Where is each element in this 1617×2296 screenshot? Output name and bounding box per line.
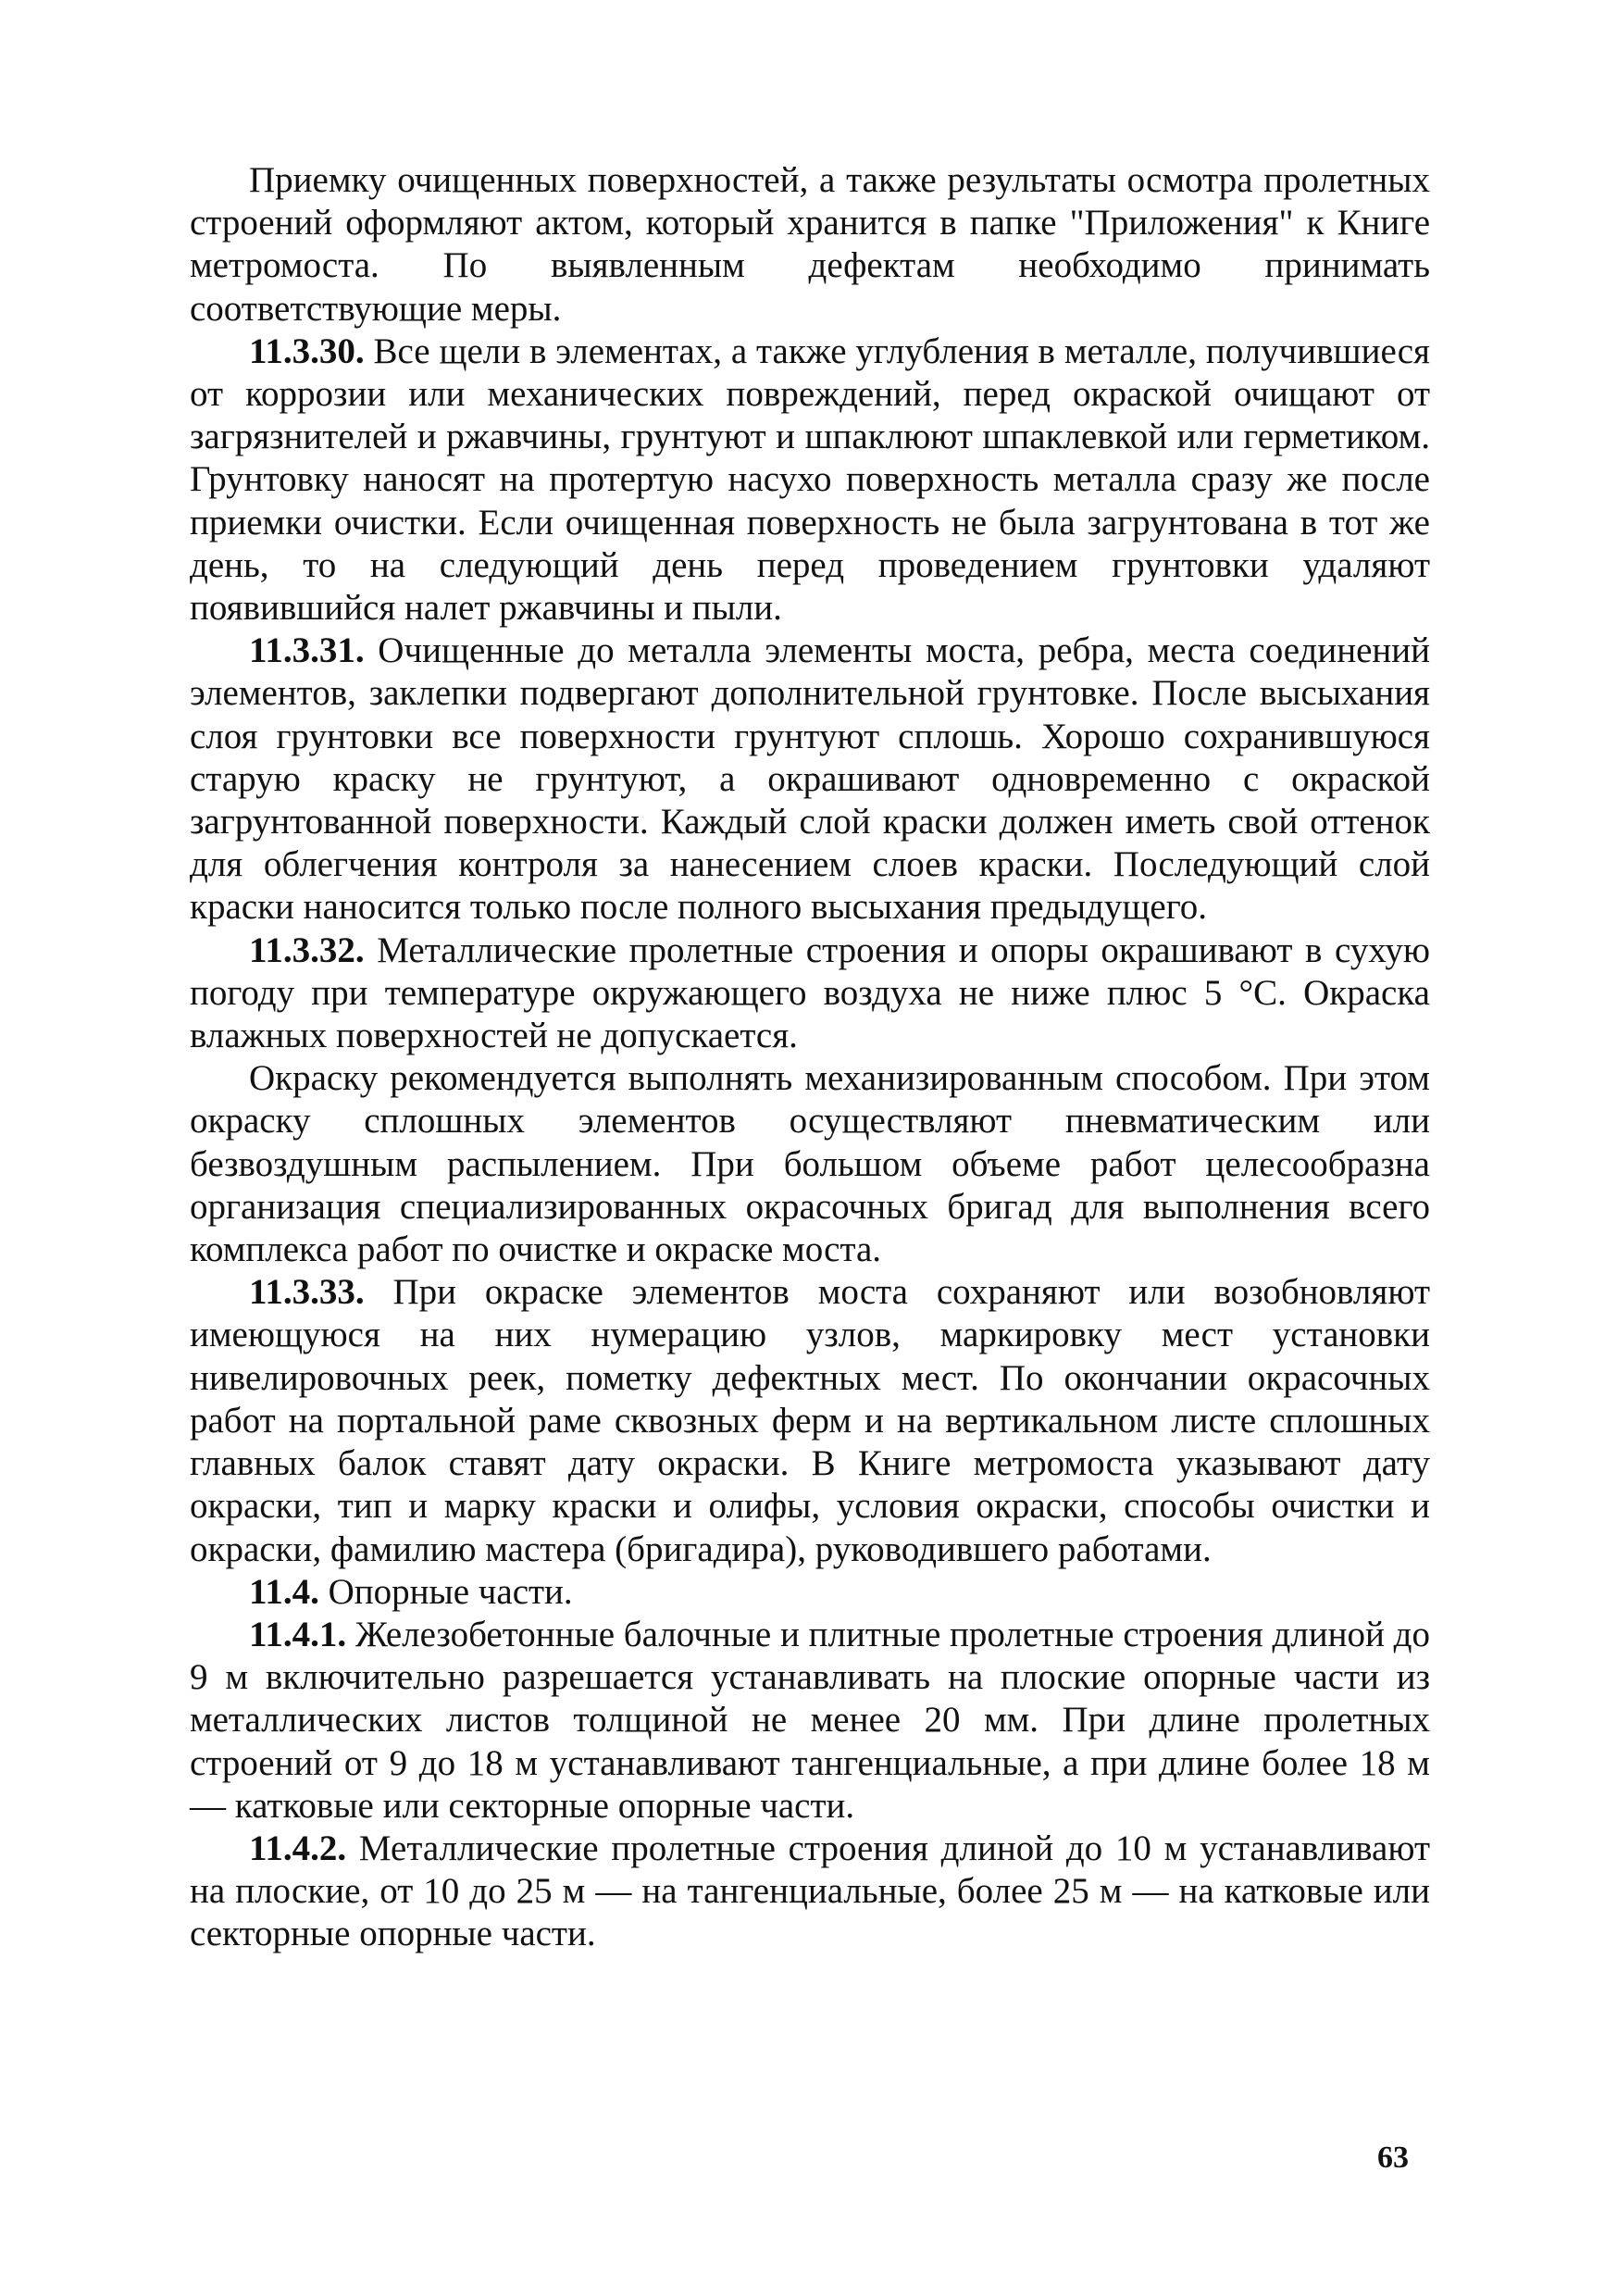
clause-number: 11.4.2. — [249, 1828, 347, 1868]
paragraph-11-3-30: 11.3.30. Все щели в элементах, а также углубления в металле, получившиеся от коррозии или механических повреждений, перед окраской очищают от загрязнителей и ржавчины, грунтуют и шпаклюют шпаклевкой или герметиком. Грунтовку наносят на протертую насухо поверхность металла сразу же после приемки очистки. Если очищенная поверхность не была загрунтована в тот же день, то на следующий день перед проведением грунтовки удаляют появившийся налет ржавчины и пыли. — [190, 331, 1430, 629]
clause-number: 11.3.31. — [249, 630, 365, 671]
page-number: 63 — [1377, 2140, 1409, 2175]
paragraph-11-3-31: 11.3.31. Очищенные до металла элементы моста, ребра, места соединений элементов, заклепки подвергают дополнительной грунтовке. После высыхания слоя грунтовки все поверхности грунтуют сплошь. Хорошо сохранившуюся старую краску не грунтуют, а окрашивают одновременно с окраской загрунтованной поверхности. Каждый слой краски должен иметь свой оттенок для облегчения контроля за нанесением слоев краски. Последующий слой краски наносится только после полного высыхания предыдущего. — [190, 630, 1430, 928]
clause-number: 11.3.33. — [249, 1272, 365, 1313]
clause-number: 11.4.1. — [249, 1614, 347, 1654]
paragraph-acceptance: Приемку очищенных поверхностей, а также результаты осмотра пролетных строений оформляют актом, который хранится в папке "Приложения" к Книге метромоста. По выявленным дефектам необходимо принимать соответствующие меры. — [190, 160, 1430, 329]
paragraph-11-4-2: 11.4.2. Металлические пролетные строения длиной до 10 м устанавливают на плоские, от 10 до 25 м — на тангенциальные, более 25 м — на катковые или секторные опорные части. — [190, 1828, 1430, 1954]
clause-number: 11.3.32. — [249, 930, 365, 970]
paragraph-11-3-32: 11.3.32. Металлические пролетные строения и опоры окрашивают в сухую погоду при температуре окружающего воздуха не ниже плюс 5 °С. Окраска влажных поверхностей не допускается. — [190, 930, 1430, 1056]
section-heading-11-4: 11.4. Опорные части. — [249, 1571, 573, 1612]
body-text — [190, 159, 1430, 1956]
clause-number: 11.3.30. — [249, 331, 365, 371]
clause-number: 11.4. — [249, 1571, 319, 1612]
paragraph-painting-method: Окраску рекомендуется выполнять механизированным способом. При этом окраску сплошных элементов осуществляют пневматическим или безвоздушным распылением. При большом объеме работ целесообразна организация специализированных окрасочных бригад для выполнения всего комплекса работ по очистке и окраске моста. — [190, 1058, 1430, 1270]
paragraph-11-3-33: 11.3.33. При окраске элементов моста сохраняют или возобновляют имеющуюся на них нумерацию узлов, маркировку мест установки нивелировочных реек, пометку дефектных мест. По окончании окрасочных работ на портальной раме сквозных ферм и на вертикальном листе сплошных главных балок ставят дату окраски. В Книге метромоста указывают дату окраски, тип и марку краски и олифы, условия окраски, способы очистки и окраски, фамилию мастера (бригадира), руководившего работами. — [190, 1272, 1430, 1569]
paragraph-11-4-1: 11.4.1. Железобетонные балочные и плитные пролетные строения длиной до 9 м включительно разрешается устанавливать на плоские опорные части из металлических листов толщиной не менее 20 мм. При длине пролетных строений от 9 до 18 м устанавливают тангенциальные, а при длине более 18 м — катковые или секторные опорные части. — [190, 1614, 1430, 1826]
